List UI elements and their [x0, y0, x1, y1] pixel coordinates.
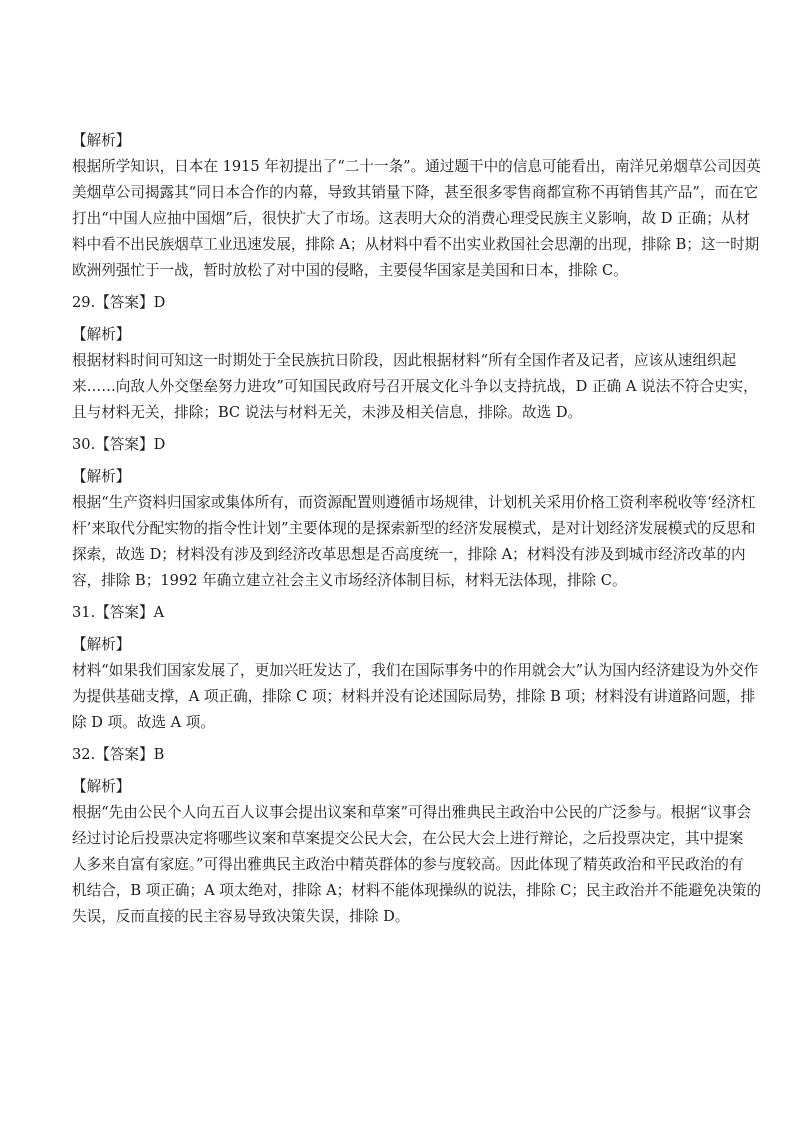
analysis-label: 【解析】 — [72, 132, 131, 149]
analysis-line: 为提供基础支撑，A 项正确，排除 C 项；材料并没有论述国际局势，排除 B 项；材料没有讲道路问题，排 — [72, 688, 756, 705]
analysis-label: 【解析】 — [72, 468, 131, 485]
answer-label: 30.【答案】D — [72, 436, 166, 453]
answer-label: 29.【答案】D — [72, 294, 166, 311]
analysis-line: 来……向敌人外交堡垒努力进攻”可知国民政府号召开展文化斗争以支持抗战，D 正确 A 说法不符合史实， — [72, 378, 758, 395]
answer-label: 32.【答案】B — [72, 746, 165, 763]
analysis-line: 失误，反而直接的民主容易导致决策失误，排除 D。 — [72, 908, 410, 925]
answer-block-30 — [72, 432, 756, 594]
analysis-label: 【解析】 — [72, 636, 131, 653]
analysis-line: 根据材料时间可知这一时期处于全民族抗日阶段，因此根据材料“所有全国作者及记者，应该从速组织起 — [72, 352, 737, 369]
analysis-line: 机结合，B 项正确；A 项太绝对，排除 A；材料不能体现操纵的说法，排除 C；民主政治并不能避免决策的 — [72, 882, 762, 899]
analysis-label: 【解析】 — [72, 778, 131, 795]
answer-block-29 — [72, 290, 758, 426]
analysis-line: 料中看不出民族烟草工业迅速发展，排除 A；从材料中看不出实业救国社会思潮的出现，排除 B；这一时期 — [72, 236, 760, 253]
analysis-line: 美烟草公司揭露其“同日本合作的内幕，导致其销量下降，甚至很多零售商都宣称不再销售其产品”，而在它 — [72, 184, 759, 201]
answer-block-32 — [72, 742, 762, 930]
document-page — [72, 128, 762, 936]
analysis-line: 人多来自富有家庭。”可得出雅典民主政治中精英群体的参与度较高。因此体现了精英政治和平民政治的有 — [72, 856, 744, 873]
answer-label: 31.【答案】A — [72, 604, 165, 621]
analysis-line: 打出“中国人应抽中国烟”后，很快扩大了市场。这表明大众的消费心理受民族主义影响，故 D 正确；从材 — [72, 210, 751, 227]
answer-block-31 — [72, 600, 759, 736]
analysis-line: 且与材料无关，排除；BC 说法与材料无关，未涉及相关信息，排除。故选 D。 — [72, 404, 583, 421]
analysis-line: 根据“先由公民个人向五百人议事会提出议案和草案”可得出雅典民主政治中公民的广泛参与。根据“议事会 — [72, 804, 752, 821]
analysis-line: 根据“生产资料归国家或集体所有，而资源配置则遵循市场规律，计划机关采用价格工资利率税收等‘经济杠 — [72, 494, 756, 511]
analysis-line: 探索，故选 D；材料没有涉及到经济改革思想是否高度统一，排除 A；材料没有涉及到城市经济改革的内 — [72, 546, 746, 563]
analysis-block-28 — [72, 128, 761, 284]
analysis-line: 杆’来取代分配实物的指令性计划”主要体现的是探索新型的经济发展模式，是对计划经济发展模式的反思和 — [72, 520, 756, 537]
analysis-line: 根据所学知识，日本在 1915 年初提出了“二十一条”。通过题干中的信息可能看出，南洋兄弟烟草公司因英 — [72, 158, 761, 175]
analysis-line: 欧洲列强忙于一战，暂时放松了对中国的侵略，主要侵华国家是美国和日本，排除 C。 — [72, 262, 628, 279]
analysis-line: 除 D 项。故选 A 项。 — [72, 714, 215, 731]
analysis-label: 【解析】 — [72, 326, 131, 343]
analysis-line: 材料“如果我们国家发展了，更加兴旺发达了，我们在国际事务中的作用就会大”认为国内经济建设为外交作 — [72, 662, 759, 679]
analysis-line: 容，排除 B；1992 年确立建立社会主义市场经济体制目标，材料无法体现，排除 C。 — [72, 572, 627, 589]
analysis-line: 经过讨论后投票决定将哪些议案和草案提交公民大会，在公民大会上进行辩论，之后投票决定，其中提案 — [72, 830, 744, 847]
